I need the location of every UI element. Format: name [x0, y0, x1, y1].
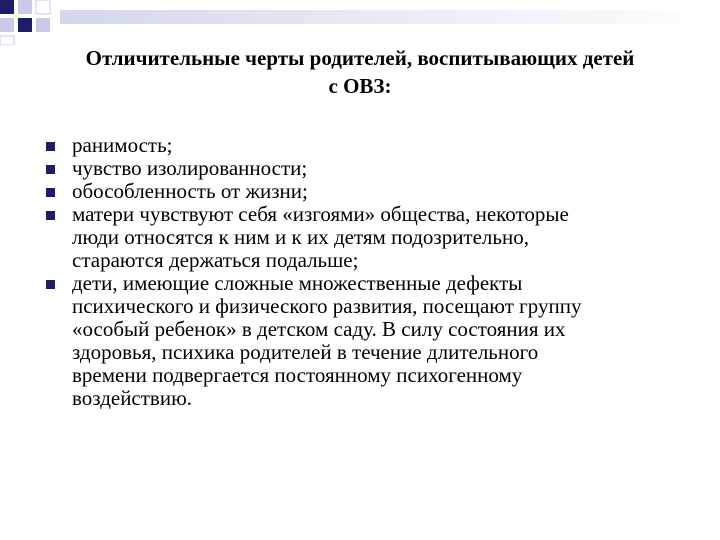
item-text [72, 157, 686, 180]
item-line: здоровья, психика родителей в течение длительного [72, 340, 539, 364]
deco-square-light [18, 0, 32, 14]
item-text [72, 180, 686, 203]
item-text [72, 203, 686, 272]
list-item [46, 272, 686, 410]
square-bullet-icon [46, 142, 55, 151]
square-bullet-icon [46, 280, 55, 289]
item-line: ранимость; [72, 133, 173, 157]
list-item [46, 203, 686, 272]
title-line: с ОВЗ: [328, 74, 392, 98]
item-line: матери чувствуют себя «изгоями» общества, некоторые [72, 202, 569, 226]
item-text [72, 134, 686, 157]
title-line: Отличительные черты родителей, воспитывающих детей [85, 46, 635, 70]
slide-title [40, 44, 680, 100]
list-item [46, 157, 686, 180]
deco-square-light [0, 18, 14, 32]
deco-square-dark [0, 0, 14, 14]
item-line: чувство изолированности; [72, 156, 308, 180]
item-line: «особый ребенок» в детском саду. В силу состояния их [72, 317, 566, 341]
item-line: стараются держаться подальше; [72, 248, 359, 272]
square-bullet-icon [46, 188, 55, 197]
list-item [46, 134, 686, 157]
deco-square-light [36, 18, 50, 32]
deco-square-light [0, 36, 14, 45]
deco-square-dark [18, 18, 32, 32]
bullet-list [46, 134, 686, 410]
square-bullet-icon [46, 165, 55, 174]
header-decoration [0, 0, 720, 45]
item-line: психического и физического развития, посещают группу [72, 294, 582, 318]
item-line: люди относятся к ним и к их детям подозрительно, [72, 225, 529, 249]
gradient-band [60, 10, 720, 24]
deco-square-light [36, 0, 50, 14]
item-line: воздействию. [72, 386, 193, 410]
item-line: обособленность от жизни; [72, 179, 308, 203]
item-line: времени подвергается постоянному психогенному [72, 363, 523, 387]
list-item [46, 180, 686, 203]
item-line: дети, имеющие сложные множественные дефекты [72, 271, 523, 295]
item-text [72, 272, 686, 410]
square-bullet-icon [46, 211, 55, 220]
